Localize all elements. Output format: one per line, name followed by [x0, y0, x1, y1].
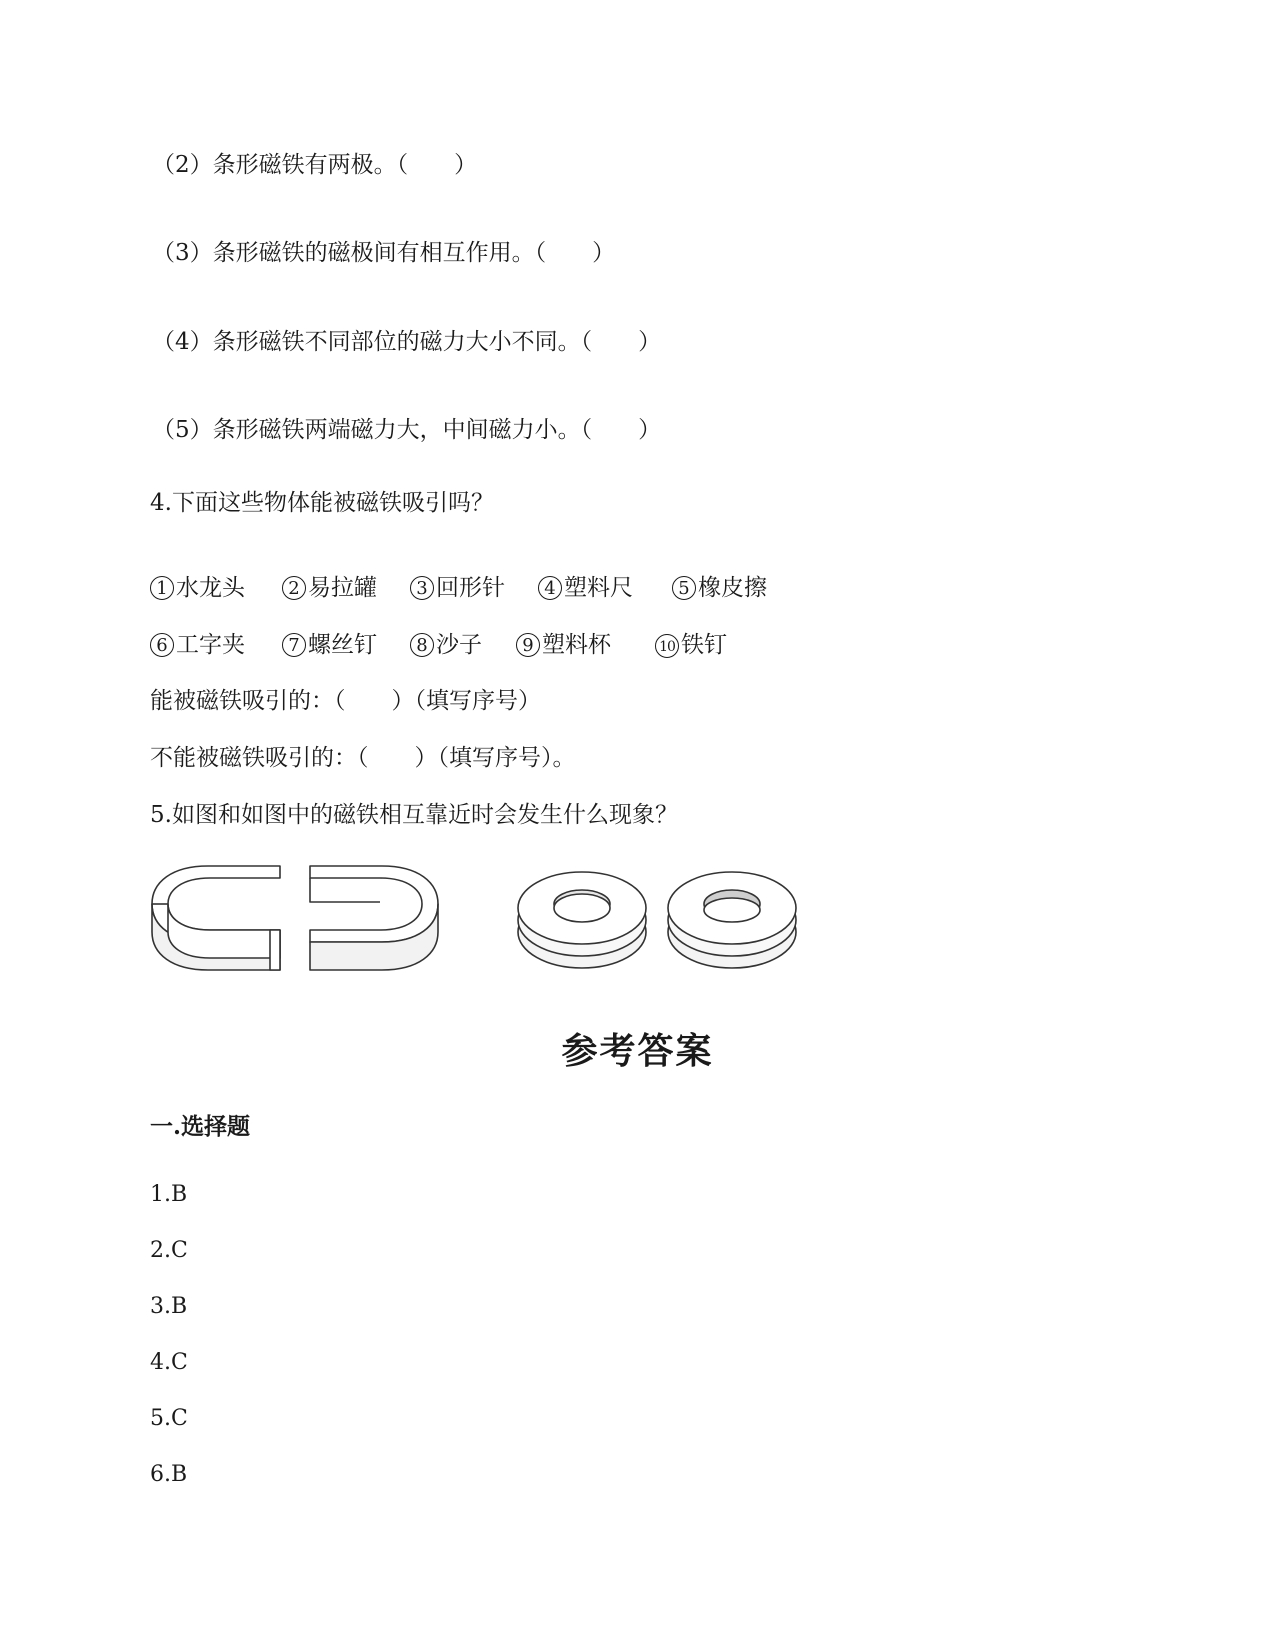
judge-item-4: （4）条形磁铁不同部位的磁力大小不同。（ ）	[152, 329, 662, 355]
option-number: 10	[655, 634, 679, 658]
option-2	[282, 573, 377, 603]
section-heading: 一.选择题	[150, 1113, 251, 1140]
ring-magnet-right-icon	[668, 872, 796, 968]
u-magnet-right-icon	[310, 866, 438, 970]
option-number: 2	[282, 576, 306, 600]
option-10	[655, 630, 727, 660]
option-5	[672, 573, 767, 603]
option-label: 回形针	[436, 575, 505, 601]
answer-item: 3.B	[150, 1294, 188, 1319]
answers-title: 参考答案	[561, 1030, 714, 1072]
judge-item-5: （5）条形磁铁两端磁力大，中间磁力小。（ ）	[152, 417, 662, 443]
option-8	[410, 630, 482, 660]
u-magnet-left-icon	[152, 866, 280, 970]
answer-item: 2.C	[150, 1238, 188, 1263]
option-number: 5	[672, 576, 696, 600]
options-row-2	[150, 630, 950, 660]
option-3	[410, 573, 505, 603]
option-label: 螺丝钉	[308, 632, 377, 658]
option-label: 铁钉	[681, 632, 727, 658]
option-label: 工字夹	[176, 632, 245, 658]
answer-line-attract: 能被磁铁吸引的：（ ）（填写序号）	[150, 688, 541, 714]
magnet-figures	[150, 862, 850, 972]
option-4	[538, 573, 633, 603]
option-label: 塑料尺	[564, 575, 633, 601]
option-label: 沙子	[436, 632, 482, 658]
option-number: 1	[150, 576, 174, 600]
judge-item-2: （2）条形磁铁有两极。（ ）	[152, 152, 478, 178]
option-1	[150, 573, 245, 603]
options-row-1	[150, 573, 950, 603]
option-7	[282, 630, 377, 660]
option-number: 7	[282, 633, 306, 657]
option-number: 3	[410, 576, 434, 600]
question-5-title: 5.如图和如图中的磁铁相互靠近时会发生什么现象？	[150, 802, 678, 828]
ring-magnet-left-icon	[518, 872, 646, 968]
option-9	[516, 630, 611, 660]
option-number: 6	[150, 633, 174, 657]
option-label: 塑料杯	[542, 632, 611, 658]
option-label: 易拉罐	[308, 575, 377, 601]
option-number: 4	[538, 576, 562, 600]
option-label: 水龙头	[176, 575, 245, 601]
answer-item: 6.B	[150, 1462, 188, 1487]
question-4-title: 4.下面这些物体能被磁铁吸引吗？	[150, 490, 494, 516]
answer-item: 5.C	[150, 1406, 188, 1431]
option-label: 橡皮擦	[698, 575, 767, 601]
answer-item: 4.C	[150, 1350, 188, 1375]
judge-item-3: （3）条形磁铁的磁极间有相互作用。（ ）	[152, 240, 616, 266]
answer-line-not-attract: 不能被磁铁吸引的：（ ）（填写序号）。	[150, 745, 576, 771]
option-number: 9	[516, 633, 540, 657]
option-number: 8	[410, 633, 434, 657]
option-6	[150, 630, 245, 660]
answer-item: 1.B	[150, 1182, 188, 1207]
